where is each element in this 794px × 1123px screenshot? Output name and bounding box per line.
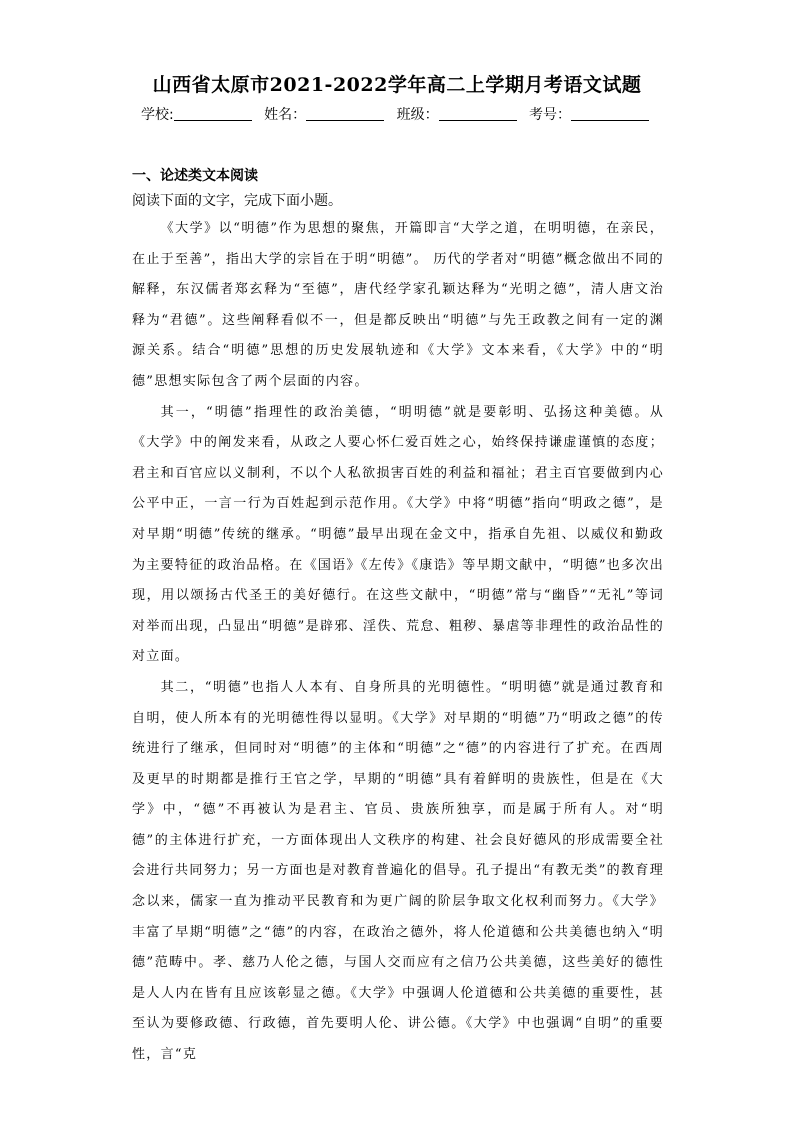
passage-paragraph-1: 《大学》以“明德”作为思想的聚焦，开篇即言“大学之道，在明明德，在亲民，在止于至善”，指出大学的宗旨在于明“明德”。 历代的学者对“明德”概念做出不同的解释，东汉儒者郑玄释为“至德”，唐代经学家孔颖达释为“光明之德”，清人唐文治释为“君德”。这些阐释看似不一，但是都反映出“明德”与先王政教之间有一定的渊源关系。结合“明德”思想的历史发展轨迹和《大学》文本来看，《大学》中的“明德”思想实际包含了两个层面的内容。 <box>132 221 664 389</box>
exam-number-label: 考号： <box>529 107 572 123</box>
class-blank[interactable] <box>439 106 517 121</box>
passage-paragraph-3: 其二，“明德”也指人人本有、自身所具的光明德性。“明明德”就是通过教育和自明，使人所本有的光明德性得以显明。《大学》对早期的“明德”乃“明政之德”的传统进行了继承，但同时对“明德”的主体和“明德”之“德”的内容进行了扩充。在西周及更早的时期都是推行王官之学，早期的“明德”具有着鲜明的贵族性，但是在《大学》中，“德”不再被认为是君主、官员、贵族所独享，而是属于所有人。对“明德”的主体进行扩充，一方面体现出人文秩序的构建、社会良好德风的形成需要全社会进行共同努力；另一方面也是对教育普遍化的倡导。孔子提出“有教无类”的教育理念以来，儒家一直为推动平民教育和为更广阔的阶层争取文化权利而努力。《大学》丰富了早期“明德”之“德”的内容，在政治之德外，将人伦道德和公共美德也纳入“明德”范畴中。孝、慈乃人伦之德，与国人交而应有之信乃公共美德，这些美好的德性是人人内在皆有且应该彰显之德。《大学》中强调人伦道德和公共美德的重要性，甚至认为要修政德、行政德，首先要明人伦、讲公德。《大学》中也强调“自明”的重要性，言“克 <box>132 679 664 1063</box>
school-field <box>141 104 256 124</box>
class-label: 班级： <box>396 107 439 123</box>
exam-number-blank[interactable] <box>571 106 649 121</box>
section-heading: 一、论述类文本阅读 <box>132 168 258 184</box>
exam-title: 山西省太原市2021-2022学年高二上学期月考语文试题 <box>152 74 642 96</box>
school-blank[interactable] <box>174 106 252 121</box>
name-blank[interactable] <box>306 106 384 121</box>
name-label: 姓名： <box>264 107 307 123</box>
name-field <box>264 104 388 124</box>
school-label: 学校: <box>140 107 174 123</box>
reading-passage <box>132 214 664 1071</box>
student-info-line <box>0 104 794 124</box>
section-instruction: 阅读下面的文字，完成下面小题。 <box>132 193 342 209</box>
class-field <box>397 104 521 124</box>
passage-paragraph-2: 其一，“明德”指理性的政治美德，“明明德”就是要彰明、弘扬这种美德。从《大学》中的阐发来看，从政之人要心怀仁爱百姓之心，始终保持谦虚谨慎的态度；君主和百官应以义制利，不以个人私欲损害百姓的利益和福祉；君主百官要做到内心公平中正，一言一行为百姓起到示范作用。《大学》中将“明德”指向“明政之德”，是对早期“明德”传统的继承。“明德”最早出现在金文中，指承自先祖、以威仪和勤政为主要特征的政治品格。在《国语》《左传》《康诰》等早期文献中，“明德”也多次出现，用以颂扬古代圣王的美好德行。在这些文献中，“明德”常与“幽昏”“无礼”等词对举而出现，凸显出“明德”是辟邪、淫佚、荒怠、粗秽、暴虐等非理性的政治品性的对立面。 <box>132 404 664 665</box>
exam-number-field <box>529 104 653 124</box>
